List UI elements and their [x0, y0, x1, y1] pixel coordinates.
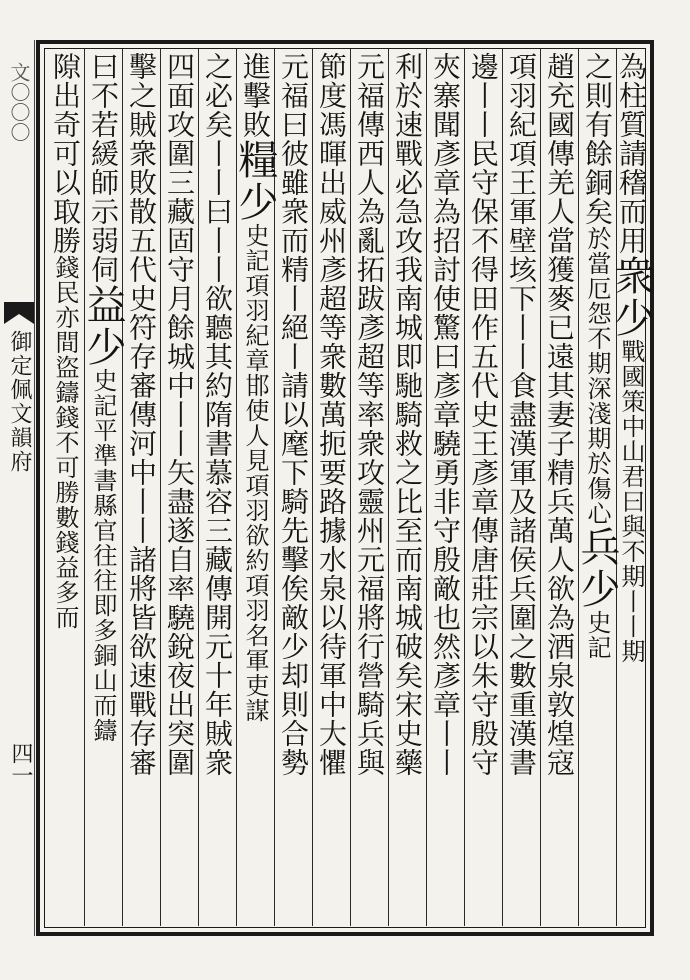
column-text: 之則有餘銅矣 — [581, 52, 614, 226]
headword: 益少 — [80, 284, 126, 368]
text-column-7 — [390, 52, 424, 924]
text-column-11 — [232, 52, 278, 924]
column-text: 元福曰彼雖衆而精丨絕丨請以麾下騎先擊俟敵少却則合勢 — [277, 52, 310, 777]
column-text: 進擊敗 — [239, 52, 272, 139]
headword: 糧少 — [232, 139, 278, 223]
column-text: 利於速戰必急攻我南城即馳騎救之比至而南城破矣宋史藥 — [391, 52, 424, 777]
column-text: 項羽紀項王軍壁垓下丨丨食盡漢軍及諸侯兵圍之數重漢書 — [505, 52, 538, 777]
annotation: 戰國策中山君曰與不期丨丨期 — [617, 339, 645, 664]
column-text: 邊丨丨民守保不得田作五代史王彥章傳唐莊宗以朱守殷守 — [467, 52, 500, 777]
column-text: 元福傳西人為亂拓跋彥超等率衆攻靈州元福將行營騎兵與 — [353, 52, 386, 777]
text-column-4 — [504, 52, 538, 924]
page-number: 四一 — [8, 742, 33, 786]
column-text: 四面攻圍三藏固守月餘城中丨丨矢盡遂自率驍銳夜出突圍 — [163, 52, 196, 777]
text-column-12 — [200, 52, 234, 924]
column-text: 曰不若緩師示弱伺 — [87, 52, 120, 284]
text-column-8 — [352, 52, 386, 924]
headword: 兵少 — [574, 526, 620, 610]
text-column-9 — [314, 52, 348, 924]
text-column-13 — [162, 52, 196, 924]
annotation: 史記 — [583, 610, 611, 660]
text-column-10 — [276, 52, 310, 924]
column-text: 節度馮暉出威州彥超等衆數萬扼要路據水泉以待軍中大懼 — [315, 52, 348, 777]
margin-faint-text: 文〇〇〇 — [7, 62, 31, 142]
column-text: 隙出奇可以取勝 — [49, 52, 82, 255]
column-text: 之必矣丨丨曰丨丨欲聽其約隋書慕容三藏傳開元十年賊衆 — [201, 52, 234, 777]
column-text: 夾寨聞彥章為招討使驚曰彥章驍勇非守殷敵也然彥章丨丨 — [429, 52, 462, 777]
text-column-3 — [542, 52, 576, 924]
book-title: 御定佩文韻府 — [7, 330, 32, 474]
text-column-5 — [466, 52, 500, 924]
annotation: 史記平準書縣官往往即多銅山而鑄 — [89, 368, 117, 743]
headword: 衆少 — [608, 255, 654, 339]
column-text: 趙充國傳羌人當獲麥已遠其妻子精兵萬人欲為酒泉敦煌寇 — [543, 52, 576, 777]
text-column-1 — [608, 52, 654, 924]
annotation: 錢民亦間盜鑄錢不可勝數錢益多而 — [51, 255, 79, 630]
page-margin — [0, 40, 35, 936]
column-text: 為柱質請𥡴而用 — [615, 52, 648, 255]
text-column-2 — [574, 52, 620, 924]
text-column-15 — [80, 52, 126, 924]
text-column-16 — [48, 52, 82, 924]
text-column-14 — [124, 52, 158, 924]
annotation: 於當厄怨不期深淺期於傷心 — [583, 226, 611, 526]
fishtail-mark-icon — [2, 300, 36, 326]
text-column-6 — [428, 52, 462, 924]
annotation: 史記項羽紀章邯使人見項羽欲約項羽名軍吏謀 — [241, 223, 269, 723]
column-text: 擊之賊衆敗散五代史符存審傳河中丨丨諸將皆欲速戰存審 — [125, 52, 158, 777]
